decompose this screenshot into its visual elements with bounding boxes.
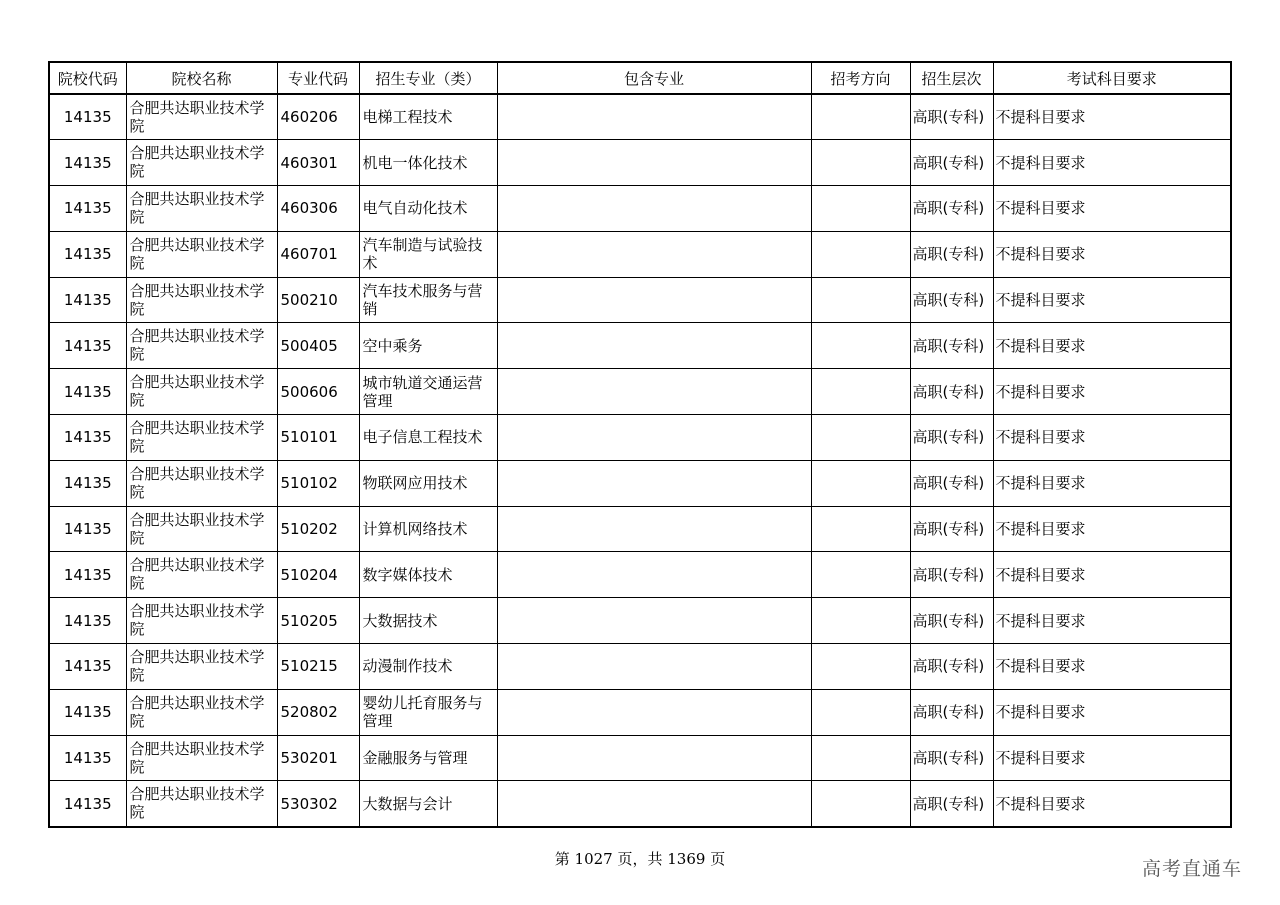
cell-direction xyxy=(811,781,910,827)
cell-direction xyxy=(811,506,910,552)
cell-school-code: 14135 xyxy=(49,94,126,140)
cell-requirement: 不提科目要求 xyxy=(993,231,1231,277)
cell-level: 高职(专科) xyxy=(910,644,993,690)
table-row xyxy=(49,735,1231,781)
cell-requirement: 不提科目要求 xyxy=(993,735,1231,781)
table-row xyxy=(49,598,1231,644)
cell-major: 数字媒体技术 xyxy=(359,552,497,598)
cell-direction xyxy=(811,94,910,140)
cell-requirement: 不提科目要求 xyxy=(993,460,1231,506)
cell-school-name: 合肥共达职业技术学院 xyxy=(126,506,277,552)
cell-level: 高职(专科) xyxy=(910,598,993,644)
table-row xyxy=(49,460,1231,506)
cell-level: 高职(专科) xyxy=(910,369,993,415)
cell-included xyxy=(497,231,811,277)
cell-major: 动漫制作技术 xyxy=(359,644,497,690)
cell-school-code: 14135 xyxy=(49,323,126,369)
cell-level: 高职(专科) xyxy=(910,231,993,277)
cell-major: 城市轨道交通运营管理 xyxy=(359,369,497,415)
cell-major-code: 500210 xyxy=(277,277,359,323)
cell-major-code: 520802 xyxy=(277,689,359,735)
cell-school-name: 合肥共达职业技术学院 xyxy=(126,231,277,277)
cell-school-code: 14135 xyxy=(49,735,126,781)
cell-included xyxy=(497,369,811,415)
cell-level: 高职(专科) xyxy=(910,781,993,827)
cell-requirement: 不提科目要求 xyxy=(993,689,1231,735)
cell-major: 婴幼儿托育服务与管理 xyxy=(359,689,497,735)
cell-school-code: 14135 xyxy=(49,552,126,598)
cell-direction xyxy=(811,598,910,644)
cell-included xyxy=(497,186,811,232)
cell-requirement: 不提科目要求 xyxy=(993,140,1231,186)
cell-requirement: 不提科目要求 xyxy=(993,186,1231,232)
cell-included xyxy=(497,460,811,506)
cell-included xyxy=(497,415,811,461)
cell-direction xyxy=(811,460,910,506)
table-row xyxy=(49,94,1231,140)
cell-level: 高职(专科) xyxy=(910,323,993,369)
cell-requirement: 不提科目要求 xyxy=(993,552,1231,598)
table-row xyxy=(49,186,1231,232)
cell-level: 高职(专科) xyxy=(910,460,993,506)
cell-school-name: 合肥共达职业技术学院 xyxy=(126,323,277,369)
cell-major: 大数据与会计 xyxy=(359,781,497,827)
cell-school-name: 合肥共达职业技术学院 xyxy=(126,415,277,461)
cell-major-code: 500606 xyxy=(277,369,359,415)
cell-major: 大数据技术 xyxy=(359,598,497,644)
header-school-name: 院校名称 xyxy=(126,62,277,94)
cell-school-name: 合肥共达职业技术学院 xyxy=(126,689,277,735)
cell-school-name: 合肥共达职业技术学院 xyxy=(126,277,277,323)
cell-major: 机电一体化技术 xyxy=(359,140,497,186)
cell-major-code: 500405 xyxy=(277,323,359,369)
cell-requirement: 不提科目要求 xyxy=(993,94,1231,140)
cell-major: 汽车技术服务与营销 xyxy=(359,277,497,323)
cell-school-name: 合肥共达职业技术学院 xyxy=(126,552,277,598)
cell-direction xyxy=(811,277,910,323)
cell-major: 计算机网络技术 xyxy=(359,506,497,552)
header-requirement: 考试科目要求 xyxy=(993,62,1231,94)
cell-included xyxy=(497,552,811,598)
table-row xyxy=(49,415,1231,461)
cell-included xyxy=(497,277,811,323)
watermark: 高考直通车 xyxy=(1142,858,1243,880)
cell-major-code: 510102 xyxy=(277,460,359,506)
table-row xyxy=(49,552,1231,598)
cell-level: 高职(专科) xyxy=(910,415,993,461)
cell-major-code: 510204 xyxy=(277,552,359,598)
admissions-table xyxy=(48,61,1232,828)
cell-major-code: 460206 xyxy=(277,94,359,140)
cell-direction xyxy=(811,415,910,461)
cell-level: 高职(专科) xyxy=(910,552,993,598)
cell-school-name: 合肥共达职业技术学院 xyxy=(126,735,277,781)
cell-requirement: 不提科目要求 xyxy=(993,644,1231,690)
cell-major: 电梯工程技术 xyxy=(359,94,497,140)
table-row xyxy=(49,369,1231,415)
cell-school-name: 合肥共达职业技术学院 xyxy=(126,140,277,186)
cell-school-code: 14135 xyxy=(49,689,126,735)
header-major-code: 专业代码 xyxy=(277,62,359,94)
cell-requirement: 不提科目要求 xyxy=(993,369,1231,415)
table-row xyxy=(49,323,1231,369)
cell-school-code: 14135 xyxy=(49,460,126,506)
cell-school-name: 合肥共达职业技术学院 xyxy=(126,644,277,690)
cell-major-code: 460701 xyxy=(277,231,359,277)
cell-direction xyxy=(811,323,910,369)
cell-included xyxy=(497,689,811,735)
cell-level: 高职(专科) xyxy=(910,506,993,552)
cell-major-code: 460306 xyxy=(277,186,359,232)
header-school-code: 院校代码 xyxy=(49,62,126,94)
cell-requirement: 不提科目要求 xyxy=(993,598,1231,644)
cell-school-code: 14135 xyxy=(49,415,126,461)
cell-school-code: 14135 xyxy=(49,598,126,644)
cell-school-code: 14135 xyxy=(49,140,126,186)
cell-level: 高职(专科) xyxy=(910,186,993,232)
cell-included xyxy=(497,598,811,644)
cell-level: 高职(专科) xyxy=(910,140,993,186)
cell-school-name: 合肥共达职业技术学院 xyxy=(126,598,277,644)
cell-major-code: 510202 xyxy=(277,506,359,552)
cell-major-code: 510215 xyxy=(277,644,359,690)
cell-level: 高职(专科) xyxy=(910,277,993,323)
cell-level: 高职(专科) xyxy=(910,94,993,140)
table-body xyxy=(49,94,1231,827)
table-row xyxy=(49,644,1231,690)
cell-included xyxy=(497,506,811,552)
cell-school-code: 14135 xyxy=(49,644,126,690)
header-major: 招生专业（类） xyxy=(359,62,497,94)
cell-direction xyxy=(811,186,910,232)
cell-school-code: 14135 xyxy=(49,781,126,827)
cell-included xyxy=(497,323,811,369)
cell-direction xyxy=(811,689,910,735)
cell-major: 物联网应用技术 xyxy=(359,460,497,506)
table-row xyxy=(49,231,1231,277)
cell-major: 电气自动化技术 xyxy=(359,186,497,232)
cell-school-name: 合肥共达职业技术学院 xyxy=(126,460,277,506)
cell-major: 电子信息工程技术 xyxy=(359,415,497,461)
cell-major-code: 510101 xyxy=(277,415,359,461)
cell-major-code: 460301 xyxy=(277,140,359,186)
cell-included xyxy=(497,644,811,690)
cell-school-name: 合肥共达职业技术学院 xyxy=(126,369,277,415)
cell-major: 空中乘务 xyxy=(359,323,497,369)
cell-school-code: 14135 xyxy=(49,186,126,232)
table-row xyxy=(49,781,1231,827)
cell-direction xyxy=(811,735,910,781)
header-row xyxy=(49,62,1231,94)
cell-major-code: 510205 xyxy=(277,598,359,644)
header-level: 招生层次 xyxy=(910,62,993,94)
cell-school-code: 14135 xyxy=(49,231,126,277)
cell-requirement: 不提科目要求 xyxy=(993,277,1231,323)
page-footer: 第 1027 页，共 1369 页 xyxy=(554,850,726,868)
cell-level: 高职(专科) xyxy=(910,689,993,735)
cell-included xyxy=(497,781,811,827)
cell-major: 金融服务与管理 xyxy=(359,735,497,781)
table-row xyxy=(49,506,1231,552)
header-included: 包含专业 xyxy=(497,62,811,94)
cell-direction xyxy=(811,231,910,277)
cell-requirement: 不提科目要求 xyxy=(993,781,1231,827)
cell-included xyxy=(497,735,811,781)
cell-major-code: 530302 xyxy=(277,781,359,827)
cell-direction xyxy=(811,644,910,690)
cell-school-code: 14135 xyxy=(49,506,126,552)
table-row xyxy=(49,277,1231,323)
cell-school-name: 合肥共达职业技术学院 xyxy=(126,94,277,140)
cell-direction xyxy=(811,552,910,598)
cell-included xyxy=(497,140,811,186)
cell-requirement: 不提科目要求 xyxy=(993,506,1231,552)
table-row xyxy=(49,689,1231,735)
cell-direction xyxy=(811,369,910,415)
header-direction: 招考方向 xyxy=(811,62,910,94)
cell-school-code: 14135 xyxy=(49,277,126,323)
cell-major-code: 530201 xyxy=(277,735,359,781)
cell-direction xyxy=(811,140,910,186)
cell-major: 汽车制造与试验技术 xyxy=(359,231,497,277)
table-row xyxy=(49,140,1231,186)
cell-school-name: 合肥共达职业技术学院 xyxy=(126,186,277,232)
cell-included xyxy=(497,94,811,140)
cell-level: 高职(专科) xyxy=(910,735,993,781)
cell-school-name: 合肥共达职业技术学院 xyxy=(126,781,277,827)
cell-requirement: 不提科目要求 xyxy=(993,323,1231,369)
cell-school-code: 14135 xyxy=(49,369,126,415)
cell-requirement: 不提科目要求 xyxy=(993,415,1231,461)
